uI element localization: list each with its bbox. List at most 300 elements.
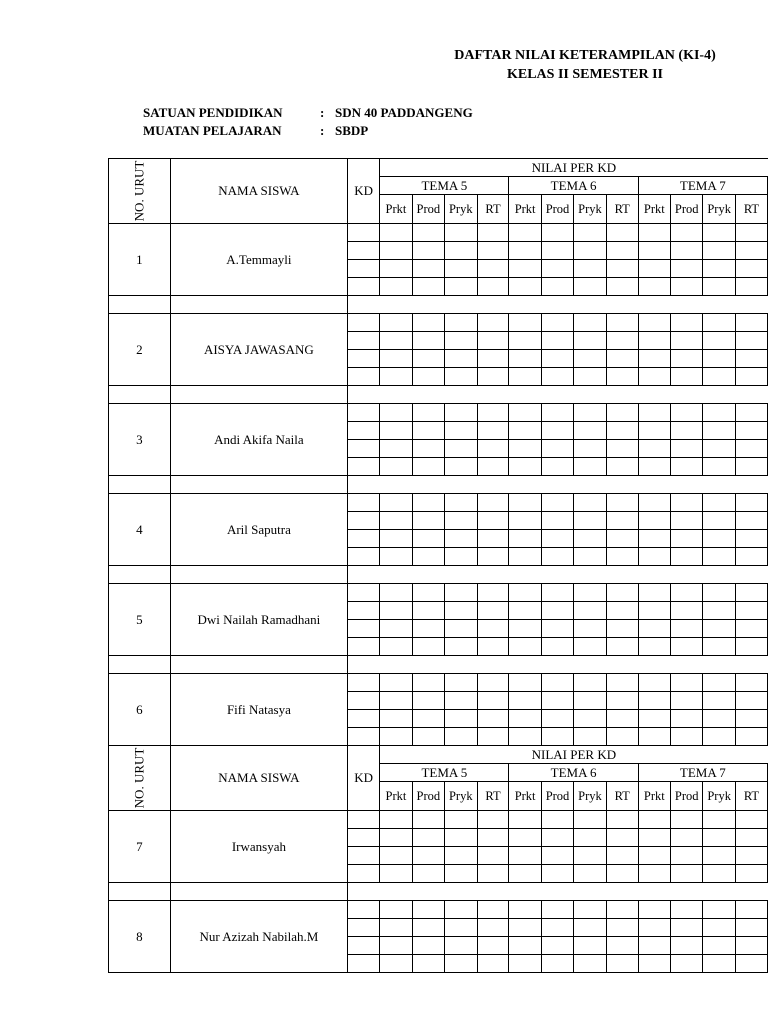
score-cell[interactable] [477, 638, 509, 656]
score-cell[interactable] [477, 710, 509, 728]
score-cell[interactable] [606, 811, 638, 829]
score-cell[interactable] [606, 278, 638, 296]
score-cell[interactable] [509, 224, 541, 242]
score-cell[interactable] [703, 548, 735, 566]
score-cell[interactable] [445, 512, 477, 530]
score-cell[interactable] [477, 847, 509, 865]
score-cell[interactable] [477, 350, 509, 368]
score-cell[interactable] [703, 710, 735, 728]
kd-cell[interactable] [348, 494, 380, 512]
score-cell[interactable] [638, 710, 670, 728]
score-cell[interactable] [412, 494, 444, 512]
score-cell[interactable] [670, 602, 702, 620]
score-cell[interactable] [412, 350, 444, 368]
score-cell[interactable] [735, 692, 767, 710]
score-cell[interactable] [606, 494, 638, 512]
score-cell[interactable] [445, 674, 477, 692]
score-cell[interactable] [735, 847, 767, 865]
score-cell[interactable] [638, 620, 670, 638]
score-cell[interactable] [541, 404, 573, 422]
score-cell[interactable] [412, 937, 444, 955]
score-cell[interactable] [541, 901, 573, 919]
score-cell[interactable] [735, 602, 767, 620]
score-cell[interactable] [380, 710, 412, 728]
score-cell[interactable] [380, 548, 412, 566]
score-cell[interactable] [445, 530, 477, 548]
score-cell[interactable] [703, 512, 735, 530]
score-cell[interactable] [638, 901, 670, 919]
score-cell[interactable] [703, 530, 735, 548]
score-cell[interactable] [477, 440, 509, 458]
score-cell[interactable] [445, 548, 477, 566]
score-cell[interactable] [638, 955, 670, 973]
score-cell[interactable] [638, 278, 670, 296]
score-cell[interactable] [638, 919, 670, 937]
score-cell[interactable] [735, 278, 767, 296]
score-cell[interactable] [703, 584, 735, 602]
score-cell[interactable] [670, 620, 702, 638]
score-cell[interactable] [638, 548, 670, 566]
score-cell[interactable] [509, 440, 541, 458]
score-cell[interactable] [541, 847, 573, 865]
score-cell[interactable] [638, 458, 670, 476]
score-cell[interactable] [670, 440, 702, 458]
score-cell[interactable] [412, 865, 444, 883]
score-cell[interactable] [477, 260, 509, 278]
score-cell[interactable] [703, 847, 735, 865]
score-cell[interactable] [670, 404, 702, 422]
score-cell[interactable] [380, 512, 412, 530]
score-cell[interactable] [638, 350, 670, 368]
score-cell[interactable] [412, 811, 444, 829]
score-cell[interactable] [380, 278, 412, 296]
score-cell[interactable] [606, 548, 638, 566]
score-cell[interactable] [574, 584, 606, 602]
score-cell[interactable] [477, 458, 509, 476]
score-cell[interactable] [606, 829, 638, 847]
score-cell[interactable] [445, 919, 477, 937]
score-cell[interactable] [541, 620, 573, 638]
score-cell[interactable] [638, 332, 670, 350]
score-cell[interactable] [541, 602, 573, 620]
score-cell[interactable] [412, 692, 444, 710]
score-cell[interactable] [735, 919, 767, 937]
score-cell[interactable] [380, 584, 412, 602]
score-cell[interactable] [574, 620, 606, 638]
score-cell[interactable] [509, 584, 541, 602]
score-cell[interactable] [638, 865, 670, 883]
score-cell[interactable] [477, 584, 509, 602]
score-cell[interactable] [380, 901, 412, 919]
score-cell[interactable] [703, 314, 735, 332]
score-cell[interactable] [380, 260, 412, 278]
score-cell[interactable] [509, 847, 541, 865]
score-cell[interactable] [541, 530, 573, 548]
score-cell[interactable] [735, 901, 767, 919]
score-cell[interactable] [445, 901, 477, 919]
score-cell[interactable] [541, 494, 573, 512]
score-cell[interactable] [638, 404, 670, 422]
score-cell[interactable] [703, 674, 735, 692]
score-cell[interactable] [477, 332, 509, 350]
score-cell[interactable] [670, 278, 702, 296]
score-cell[interactable] [703, 955, 735, 973]
score-cell[interactable] [638, 494, 670, 512]
score-cell[interactable] [477, 530, 509, 548]
score-cell[interactable] [574, 494, 606, 512]
score-cell[interactable] [638, 728, 670, 746]
score-cell[interactable] [477, 901, 509, 919]
score-cell[interactable] [541, 919, 573, 937]
score-cell[interactable] [703, 332, 735, 350]
score-cell[interactable] [477, 937, 509, 955]
score-cell[interactable] [606, 332, 638, 350]
score-cell[interactable] [509, 368, 541, 386]
score-cell[interactable] [638, 829, 670, 847]
score-cell[interactable] [509, 811, 541, 829]
score-cell[interactable] [606, 847, 638, 865]
score-cell[interactable] [509, 674, 541, 692]
score-cell[interactable] [412, 332, 444, 350]
score-cell[interactable] [445, 937, 477, 955]
score-cell[interactable] [541, 350, 573, 368]
score-cell[interactable] [735, 548, 767, 566]
score-cell[interactable] [606, 937, 638, 955]
score-cell[interactable] [541, 440, 573, 458]
score-cell[interactable] [670, 811, 702, 829]
score-cell[interactable] [509, 937, 541, 955]
kd-cell[interactable] [348, 692, 380, 710]
score-cell[interactable] [445, 602, 477, 620]
score-cell[interactable] [541, 332, 573, 350]
score-cell[interactable] [477, 422, 509, 440]
score-cell[interactable] [380, 314, 412, 332]
score-cell[interactable] [412, 674, 444, 692]
score-cell[interactable] [412, 955, 444, 973]
score-cell[interactable] [541, 224, 573, 242]
score-cell[interactable] [509, 710, 541, 728]
kd-cell[interactable] [348, 224, 380, 242]
score-cell[interactable] [606, 865, 638, 883]
score-cell[interactable] [638, 242, 670, 260]
score-cell[interactable] [574, 937, 606, 955]
kd-cell[interactable] [348, 584, 380, 602]
score-cell[interactable] [445, 350, 477, 368]
score-cell[interactable] [380, 829, 412, 847]
score-cell[interactable] [703, 494, 735, 512]
score-cell[interactable] [638, 440, 670, 458]
score-cell[interactable] [380, 350, 412, 368]
score-cell[interactable] [509, 602, 541, 620]
score-cell[interactable] [606, 602, 638, 620]
kd-cell[interactable] [348, 278, 380, 296]
score-cell[interactable] [477, 865, 509, 883]
score-cell[interactable] [574, 602, 606, 620]
score-cell[interactable] [541, 865, 573, 883]
score-cell[interactable] [670, 955, 702, 973]
score-cell[interactable] [541, 260, 573, 278]
score-cell[interactable] [638, 692, 670, 710]
kd-cell[interactable] [348, 440, 380, 458]
score-cell[interactable] [380, 494, 412, 512]
score-cell[interactable] [541, 584, 573, 602]
score-cell[interactable] [477, 829, 509, 847]
score-cell[interactable] [380, 620, 412, 638]
score-cell[interactable] [606, 440, 638, 458]
score-cell[interactable] [380, 224, 412, 242]
score-cell[interactable] [509, 422, 541, 440]
score-cell[interactable] [574, 224, 606, 242]
score-cell[interactable] [574, 919, 606, 937]
score-cell[interactable] [380, 638, 412, 656]
score-cell[interactable] [541, 422, 573, 440]
score-cell[interactable] [735, 404, 767, 422]
score-cell[interactable] [606, 638, 638, 656]
score-cell[interactable] [445, 847, 477, 865]
score-cell[interactable] [445, 728, 477, 746]
score-cell[interactable] [380, 332, 412, 350]
score-cell[interactable] [509, 638, 541, 656]
score-cell[interactable] [380, 919, 412, 937]
score-cell[interactable] [606, 260, 638, 278]
score-cell[interactable] [509, 530, 541, 548]
score-cell[interactable] [541, 829, 573, 847]
score-cell[interactable] [735, 260, 767, 278]
score-cell[interactable] [574, 811, 606, 829]
score-cell[interactable] [735, 512, 767, 530]
score-cell[interactable] [670, 314, 702, 332]
score-cell[interactable] [703, 692, 735, 710]
score-cell[interactable] [574, 422, 606, 440]
score-cell[interactable] [670, 710, 702, 728]
score-cell[interactable] [703, 350, 735, 368]
score-cell[interactable] [670, 458, 702, 476]
score-cell[interactable] [509, 728, 541, 746]
score-cell[interactable] [380, 955, 412, 973]
score-cell[interactable] [735, 332, 767, 350]
score-cell[interactable] [477, 314, 509, 332]
score-cell[interactable] [445, 314, 477, 332]
score-cell[interactable] [541, 368, 573, 386]
score-cell[interactable] [412, 901, 444, 919]
score-cell[interactable] [735, 811, 767, 829]
score-cell[interactable] [509, 314, 541, 332]
kd-cell[interactable] [348, 674, 380, 692]
kd-cell[interactable] [348, 512, 380, 530]
score-cell[interactable] [735, 829, 767, 847]
score-cell[interactable] [606, 404, 638, 422]
score-cell[interactable] [412, 368, 444, 386]
score-cell[interactable] [380, 811, 412, 829]
kd-cell[interactable] [348, 260, 380, 278]
score-cell[interactable] [412, 548, 444, 566]
score-cell[interactable] [670, 224, 702, 242]
score-cell[interactable] [541, 242, 573, 260]
score-cell[interactable] [574, 710, 606, 728]
score-cell[interactable] [412, 919, 444, 937]
score-cell[interactable] [703, 901, 735, 919]
score-cell[interactable] [703, 728, 735, 746]
kd-cell[interactable] [348, 865, 380, 883]
score-cell[interactable] [670, 512, 702, 530]
kd-cell[interactable] [348, 548, 380, 566]
score-cell[interactable] [380, 404, 412, 422]
score-cell[interactable] [380, 728, 412, 746]
kd-cell[interactable] [348, 829, 380, 847]
score-cell[interactable] [477, 368, 509, 386]
score-cell[interactable] [703, 458, 735, 476]
score-cell[interactable] [412, 728, 444, 746]
score-cell[interactable] [509, 829, 541, 847]
score-cell[interactable] [445, 620, 477, 638]
score-cell[interactable] [703, 242, 735, 260]
score-cell[interactable] [541, 728, 573, 746]
score-cell[interactable] [574, 530, 606, 548]
score-cell[interactable] [638, 224, 670, 242]
score-cell[interactable] [670, 584, 702, 602]
score-cell[interactable] [606, 422, 638, 440]
score-cell[interactable] [541, 710, 573, 728]
score-cell[interactable] [477, 919, 509, 937]
score-cell[interactable] [574, 260, 606, 278]
score-cell[interactable] [412, 710, 444, 728]
score-cell[interactable] [412, 242, 444, 260]
score-cell[interactable] [445, 260, 477, 278]
score-cell[interactable] [477, 224, 509, 242]
score-cell[interactable] [638, 847, 670, 865]
score-cell[interactable] [606, 530, 638, 548]
score-cell[interactable] [574, 314, 606, 332]
score-cell[interactable] [541, 955, 573, 973]
score-cell[interactable] [412, 620, 444, 638]
score-cell[interactable] [380, 530, 412, 548]
score-cell[interactable] [445, 638, 477, 656]
score-cell[interactable] [509, 242, 541, 260]
score-cell[interactable] [703, 260, 735, 278]
score-cell[interactable] [670, 829, 702, 847]
kd-cell[interactable] [348, 368, 380, 386]
score-cell[interactable] [445, 440, 477, 458]
score-cell[interactable] [574, 865, 606, 883]
score-cell[interactable] [574, 278, 606, 296]
score-cell[interactable] [606, 368, 638, 386]
score-cell[interactable] [735, 422, 767, 440]
score-cell[interactable] [670, 548, 702, 566]
score-cell[interactable] [670, 530, 702, 548]
score-cell[interactable] [412, 224, 444, 242]
score-cell[interactable] [638, 584, 670, 602]
score-cell[interactable] [703, 919, 735, 937]
score-cell[interactable] [735, 955, 767, 973]
score-cell[interactable] [445, 955, 477, 973]
score-cell[interactable] [670, 937, 702, 955]
score-cell[interactable] [735, 638, 767, 656]
score-cell[interactable] [670, 242, 702, 260]
score-cell[interactable] [670, 422, 702, 440]
score-cell[interactable] [670, 847, 702, 865]
score-cell[interactable] [509, 692, 541, 710]
score-cell[interactable] [445, 458, 477, 476]
score-cell[interactable] [412, 638, 444, 656]
kd-cell[interactable] [348, 530, 380, 548]
score-cell[interactable] [509, 865, 541, 883]
score-cell[interactable] [574, 512, 606, 530]
score-cell[interactable] [380, 422, 412, 440]
score-cell[interactable] [703, 368, 735, 386]
score-cell[interactable] [412, 512, 444, 530]
score-cell[interactable] [380, 602, 412, 620]
score-cell[interactable] [574, 901, 606, 919]
score-cell[interactable] [509, 512, 541, 530]
score-cell[interactable] [541, 638, 573, 656]
kd-cell[interactable] [348, 937, 380, 955]
score-cell[interactable] [703, 404, 735, 422]
score-cell[interactable] [703, 620, 735, 638]
score-cell[interactable] [445, 584, 477, 602]
score-cell[interactable] [735, 242, 767, 260]
score-cell[interactable] [735, 224, 767, 242]
score-cell[interactable] [735, 458, 767, 476]
score-cell[interactable] [574, 829, 606, 847]
kd-cell[interactable] [348, 847, 380, 865]
score-cell[interactable] [412, 584, 444, 602]
score-cell[interactable] [703, 829, 735, 847]
score-cell[interactable] [477, 404, 509, 422]
score-cell[interactable] [412, 530, 444, 548]
score-cell[interactable] [703, 602, 735, 620]
score-cell[interactable] [670, 919, 702, 937]
score-cell[interactable] [670, 494, 702, 512]
score-cell[interactable] [606, 512, 638, 530]
score-cell[interactable] [445, 422, 477, 440]
score-cell[interactable] [735, 865, 767, 883]
score-cell[interactable] [574, 458, 606, 476]
score-cell[interactable] [670, 332, 702, 350]
score-cell[interactable] [574, 638, 606, 656]
score-cell[interactable] [412, 847, 444, 865]
score-cell[interactable] [670, 260, 702, 278]
score-cell[interactable] [412, 602, 444, 620]
score-cell[interactable] [541, 278, 573, 296]
score-cell[interactable] [670, 728, 702, 746]
score-cell[interactable] [445, 404, 477, 422]
score-cell[interactable] [445, 368, 477, 386]
kd-cell[interactable] [348, 458, 380, 476]
score-cell[interactable] [670, 865, 702, 883]
score-cell[interactable] [477, 242, 509, 260]
score-cell[interactable] [574, 674, 606, 692]
score-cell[interactable] [445, 710, 477, 728]
score-cell[interactable] [735, 530, 767, 548]
score-cell[interactable] [735, 314, 767, 332]
score-cell[interactable] [509, 548, 541, 566]
score-cell[interactable] [574, 440, 606, 458]
score-cell[interactable] [541, 674, 573, 692]
score-cell[interactable] [606, 620, 638, 638]
score-cell[interactable] [638, 937, 670, 955]
score-cell[interactable] [509, 620, 541, 638]
score-cell[interactable] [509, 494, 541, 512]
score-cell[interactable] [380, 847, 412, 865]
score-cell[interactable] [574, 692, 606, 710]
score-cell[interactable] [735, 728, 767, 746]
score-cell[interactable] [735, 710, 767, 728]
score-cell[interactable] [541, 548, 573, 566]
kd-cell[interactable] [348, 955, 380, 973]
score-cell[interactable] [380, 458, 412, 476]
kd-cell[interactable] [348, 811, 380, 829]
score-cell[interactable] [445, 865, 477, 883]
